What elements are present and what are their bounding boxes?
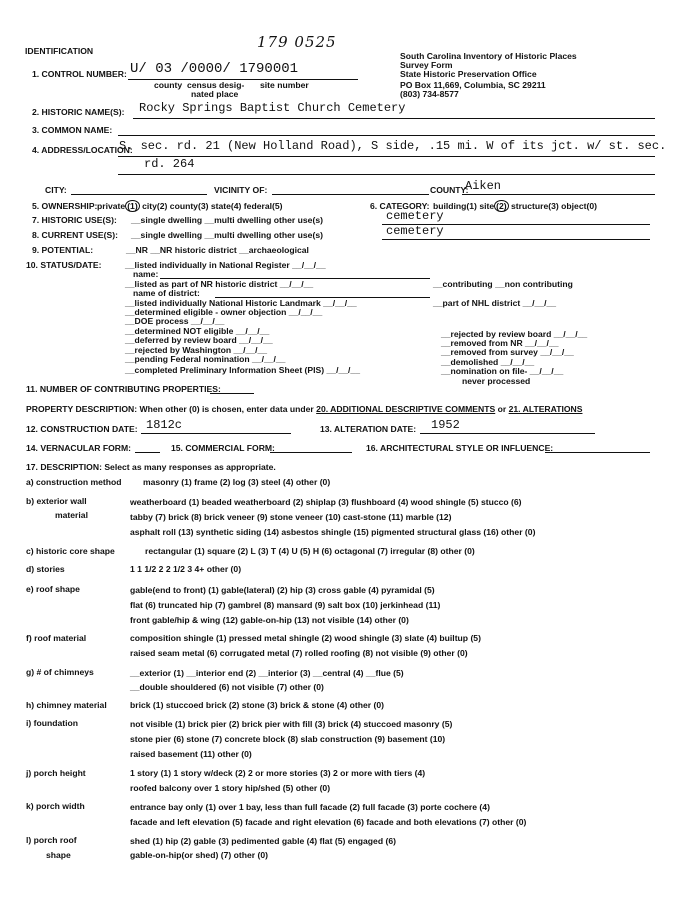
city-label: CITY:	[45, 185, 67, 195]
item-options: rectangular (1) square (2) L (3) T (4) U (5) H (6) octagonal (7) irregular (8) other (0)	[145, 546, 475, 556]
address-value-1: S. sec. rd. 21 (New Holland Road), S side, .15 mi. W of its jct. w/ st. sec.	[119, 139, 667, 153]
item-label: d) stories	[26, 564, 65, 574]
item-label: c) historic core shape	[26, 546, 115, 556]
status-line: __listed individually National Historic Landmark __/__/__	[125, 298, 357, 308]
category-label: 6. CATEGORY:	[370, 201, 430, 211]
alteration-date-label: 13. ALTERATION DATE:	[320, 424, 417, 434]
status-right-line: never processed	[462, 376, 531, 386]
construction-date-value: 1812c	[146, 418, 183, 432]
item-options: raised basement (11) other (0)	[130, 749, 252, 759]
category-options: building(1) site (2) structure(3) object(0)	[433, 201, 597, 211]
header-line-4: PO Box 11,669, Columbia, SC 29211	[400, 80, 546, 90]
status-label: 10. STATUS/DATE:	[26, 260, 102, 270]
item-options: front gable/hip & wing (12) gable-on-hip (13) not visible (14) other (0)	[130, 615, 409, 625]
item-label: h) chimney material	[26, 700, 107, 710]
item-label: a) construction method	[26, 477, 122, 487]
status-right-line: __removed from survey __/__/__	[441, 347, 574, 357]
status-right-line: __contributing __non contributing	[433, 279, 573, 289]
status-line: __listed as part of NR historic district __/__/__	[125, 279, 314, 289]
county-value: Aiken	[465, 179, 502, 193]
item-options: stone pier (6) stone (7) concrete block (8) slab construction (9) basement (10)	[130, 734, 446, 744]
header-line-2: Survey Form	[400, 60, 453, 70]
status-line: __rejected by Washington __/__/__	[125, 345, 268, 355]
item-label: i) foundation	[26, 718, 79, 728]
historic-name-label: 2. HISTORIC NAME(S):	[32, 107, 125, 117]
vernacular-form-label: 14. VERNACULAR FORM:	[26, 443, 132, 453]
architectural-style-label: 16. ARCHITECTURAL STYLE OR INFLUENCE:	[366, 443, 554, 453]
status-line: __determined eligible - owner objection __/__/__	[125, 307, 323, 317]
historic-name-value: Rocky Springs Baptist Church Cemetery	[139, 101, 406, 115]
item-options: entrance bay only (1) over 1 bay, less than full facade (2) full facade (3) porte cochere (4)	[130, 802, 490, 812]
item-label: f) roof material	[26, 633, 87, 643]
county-label: COUNTY:	[430, 185, 469, 195]
ownership-label: 5. OWNERSHIP:	[32, 201, 98, 211]
ownership-options: private (1) city(2) county(3) state(4) federal(5)	[97, 201, 283, 211]
status-line: __deferred by review board __/__/__	[125, 335, 273, 345]
property-description-note: PROPERTY DESCRIPTION: When other (0) is chosen, enter data under 20. ADDITIONAL DESCRIPTIVE COMMENTS or 21. ALTERATIONS	[26, 404, 583, 414]
common-name-label: 3. COMMON NAME:	[32, 125, 113, 135]
description-label: 17. DESCRIPTION: Select as many responses as appropriate.	[26, 462, 276, 472]
handwritten-number: 179 0525	[257, 33, 337, 51]
item-label: k) porch width	[26, 801, 85, 811]
status-line: __completed Preliminary Information Sheet (PIS) __/__/__	[125, 365, 360, 375]
item-options: masonry (1) frame (2) log (3) steel (4) other (0)	[143, 477, 331, 487]
header-line-5: (803) 734-8577	[400, 89, 459, 99]
status-line: __DOE process __/__/__	[125, 316, 225, 326]
item-options: flat (6) truncated hip (7) gambrel (8) mansard (9) salt box (10) jerkinhead (11)	[130, 600, 441, 610]
commercial-form-label: 15. COMMERCIAL FORM:	[171, 443, 275, 453]
item-label: e) roof shape	[26, 584, 80, 594]
control-sub-county: county	[154, 80, 183, 90]
item-options: facade and left elevation (5) facade and right elevation (6) facade and both elevations (7) other (0)	[130, 817, 527, 827]
item-options: not visible (1) brick pier (2) brick pier with fill (3) brick (4) stuccoed masonry (5)	[130, 719, 453, 729]
status-line: __listed individually in National Register __/__/__	[125, 260, 326, 270]
control-sub-census: census desig-	[187, 80, 245, 90]
item-options: asphalt roll (13) synthetic siding (14) asbestos shingle (15) pigmented structural glass (16) other (0)	[130, 527, 536, 537]
header-line-3: State Historic Preservation Office	[400, 69, 537, 79]
item-options: 1 1 1/2 2 2 1/2 3 4+ other (0)	[130, 564, 242, 574]
status-line: name of district:	[133, 288, 200, 298]
item-options: raised seam metal (6) corrugated metal (7) rolled roofing (8) not visible (9) other (0)	[130, 648, 468, 658]
control-number-value: U/ 03 /0000/ 1790001	[130, 61, 299, 77]
status-line: __determined NOT eligible __/__/__	[125, 326, 270, 336]
item-options: __double shouldered (6) not visible (7) other (0)	[130, 682, 324, 692]
header-line-1: South Carolina Inventory of Historic Places	[400, 51, 577, 61]
status-right-line: __demolished __/__/__	[441, 357, 535, 367]
current-use-value: cemetery	[386, 224, 444, 238]
status-right-line: __removed from NR __/__/__	[441, 338, 559, 348]
item-label-2: material	[55, 510, 88, 520]
control-sub-census-2: nated place	[191, 89, 239, 99]
historic-use-label: 7. HISTORIC USE(S):	[32, 215, 117, 225]
address-label: 4. ADDRESS/LOCATION:	[32, 145, 133, 155]
historic-use-value: cemetery	[386, 209, 444, 223]
historic-use-options: __single dwelling __multi dwelling other use(s)	[131, 215, 323, 225]
current-use-options: __single dwelling __multi dwelling other use(s)	[131, 230, 323, 240]
construction-date-label: 12. CONSTRUCTION DATE:	[26, 424, 138, 434]
item-label: g) # of chimneys	[26, 667, 94, 677]
item-options: weatherboard (1) beaded weatherboard (2) shiplap (3) flushboard (4) wood shingle (5) stucco (6)	[130, 497, 522, 507]
status-line: __pending Federal nomination __/__/__	[125, 354, 286, 364]
potential-options: __NR __NR historic district __archaeological	[126, 245, 309, 255]
contributing-properties-label: 11. NUMBER OF CONTRIBUTING PROPERTIES:	[26, 384, 221, 394]
item-options: __exterior (1) __interior end (2) __interior (3) __central (4) __flue (5)	[130, 668, 404, 678]
address-value-2: rd. 264	[144, 157, 195, 171]
item-label: l) porch roof	[26, 835, 77, 845]
item-options: 1 story (1) 1 story w/deck (2) 2 or more stories (3) 2 or more with tiers (4)	[130, 768, 426, 778]
item-options: brick (1) stuccoed brick (2) stone (3) brick & stone (4) other (0)	[130, 700, 385, 710]
status-line: name:	[133, 269, 159, 279]
status-right-line: __rejected by review board __/__/__	[441, 329, 588, 339]
item-label: j) porch height	[26, 768, 86, 778]
identification-heading: IDENTIFICATION	[25, 46, 94, 56]
item-options: composition shingle (1) pressed metal shingle (2) wood shingle (3) slate (4) builtup (5)	[130, 633, 481, 643]
item-label: b) exterior wall	[26, 496, 87, 506]
status-right-line: __nomination on file- __/__/__	[441, 366, 564, 376]
current-use-label: 8. CURRENT USE(S):	[32, 230, 118, 240]
item-options: tabby (7) brick (8) brick veneer (9) stone veneer (10) cast-stone (11) marble (12)	[130, 512, 452, 522]
status-right-line: __part of NHL district __/__/__	[433, 298, 557, 308]
item-options: gable-on-hip(or shed) (7) other (0)	[130, 850, 268, 860]
item-options: gable(end to front) (1) gable(lateral) (2) hip (3) cross gable (4) pyramidal (5)	[130, 585, 435, 595]
item-options: roofed balcony over 1 story hip/shed (5) other (0)	[130, 783, 331, 793]
item-options: shed (1) hip (2) gable (3) pedimented gable (4) flat (5) engaged (6)	[130, 836, 396, 846]
control-number-label: 1. CONTROL NUMBER:	[32, 69, 127, 79]
vicinity-label: VICINITY OF:	[214, 185, 268, 195]
item-label-2: shape	[46, 850, 71, 860]
control-sub-site: site number	[260, 80, 309, 90]
alteration-date-value: 1952	[431, 418, 460, 432]
potential-label: 9. POTENTIAL:	[32, 245, 94, 255]
